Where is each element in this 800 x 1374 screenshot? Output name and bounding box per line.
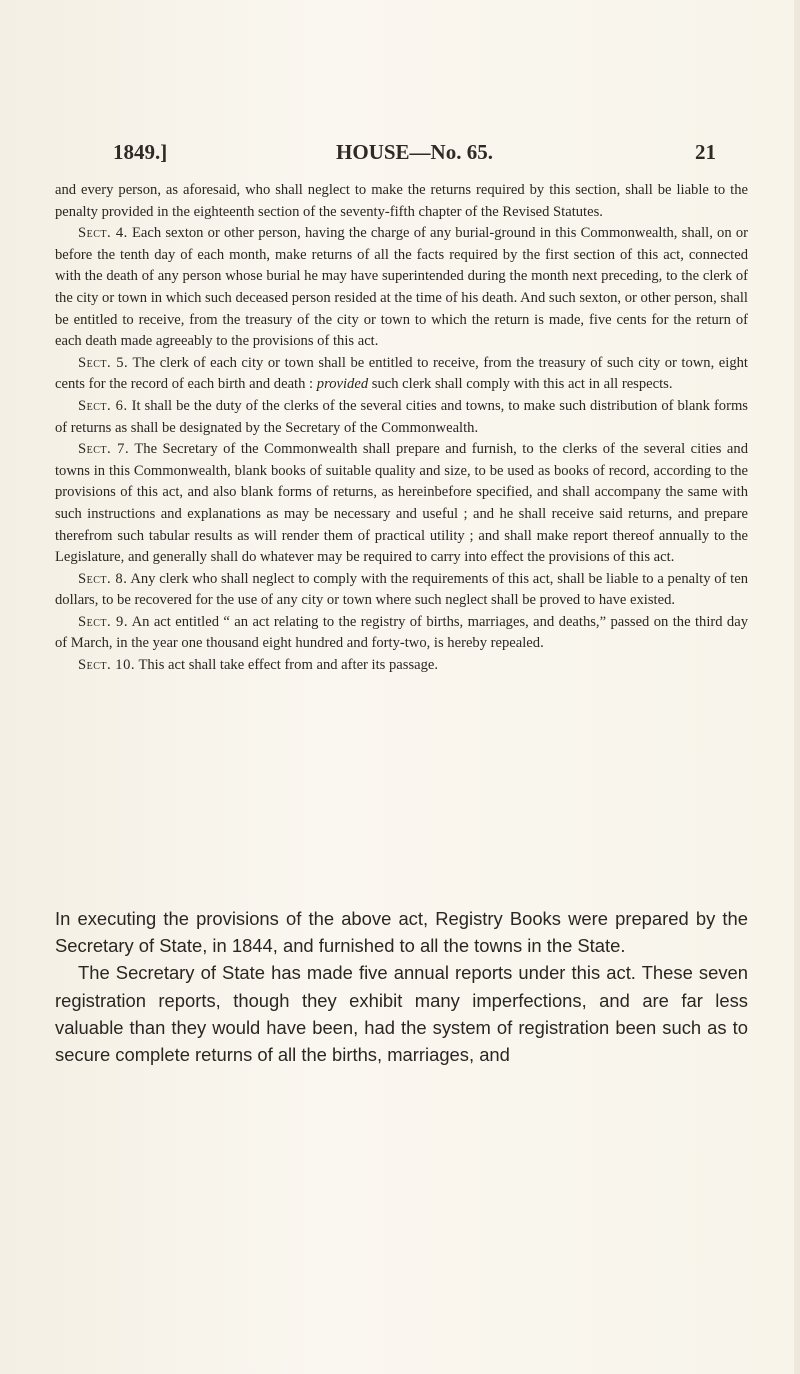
section-label: Sect. 7. — [78, 441, 130, 458]
section-8 — [55, 569, 748, 612]
emphasis-provided: provided — [316, 376, 369, 393]
section-label: Sect. 5. — [78, 354, 129, 371]
section-label: Sect. 9. — [78, 613, 128, 630]
section-text: This act shall take effect from and after its passage. — [138, 657, 439, 674]
running-header — [113, 140, 716, 170]
section-text: An act entitled “ an act relating to the registry of births, marriages, and deaths,” passed on the third day of March, in the year one thousand eight hundred and forty-two, is hereby repealed. — [55, 613, 749, 652]
section-text: The Secretary of the Commonwealth shall prepare and furnish, to the clerks of the several cities and towns in this Commonwealth, blank books of suitable quality and size, to be used as books of record, according to the provisions of this act, and also blank forms of returns, as hereinbefore specified, and shall accompany the same with such instructions and explanations as may be necessary and useful ; and he shall receive said returns, and prepare therefrom such tabular results as will render them of practical utility ; and shall make report thereof annually to the Legislature, and generally shall do whatever may be required to carry into effect the provisions of this act. — [55, 441, 749, 566]
section-4 — [55, 223, 748, 353]
intro-paragraph: and every person, as aforesaid, who shall neglect to make the returns required by this section, shall be liable to the penalty provided in the eighteenth section of the seventy-fifth chapter of the Revised Statutes. — [55, 182, 748, 220]
section-label: Sect. 8. — [78, 570, 128, 587]
commentary-text — [55, 905, 748, 1068]
header-page-number: 21 — [695, 140, 716, 164]
act-text — [55, 180, 748, 677]
section-9 — [55, 612, 748, 655]
section-7 — [55, 439, 748, 569]
section-label: Sect. 6. — [78, 397, 128, 414]
header-title: HOUSE—No. 65. — [336, 140, 493, 164]
section-text: Each sexton or other person, having the charge of any burial-ground in this Commonwealth, shall, on or before the tenth day of each month, make returns of all the facts required by the first section of this act, connected with the death of any person whose burial he may have superintended during the month next preceding, to the clerk of the city or town in which such deceased person resided at the time of his death. And such sexton, or other person, shall be entitled to receive, from the treasury of the city or town to which the return is made, five cents for the return of each death made agreeably to the provisions of this act. — [55, 225, 748, 350]
section-text: The clerk of each city or town shall be entitled to receive, from the treasury of such city or town, eight cents for the record of each birth and death : — [55, 354, 748, 393]
section-label: Sect. 10. — [78, 657, 136, 674]
section-10 — [55, 655, 748, 677]
section-5 — [55, 353, 748, 396]
commentary-paragraph-1: In executing the provisions of the above act, Registry Books were prepared by the Secretary of State, in 1844, and furnished to all the towns in the State. — [55, 908, 748, 957]
header-year: 1849.] — [113, 140, 168, 164]
section-text: Any clerk who shall neglect to comply with the requirements of this act, shall be liable to a penalty of ten dollars, to be recovered for the use of any city or town where such neglect shall be proved to have existed. — [55, 570, 749, 609]
page-edge-shadow — [794, 0, 800, 1374]
section-6 — [55, 396, 748, 439]
section-label: Sect. 4. — [78, 225, 128, 242]
section-text: It shall be the duty of the clerks of the several cities and towns, to make such distribution of blank forms of returns as shall be designated by the Secretary of the Commonwealth. — [55, 397, 748, 436]
section-text: such clerk shall comply with this act in all respects. — [371, 376, 673, 393]
commentary-paragraph-2: The Secretary of State has made five annual reports under this act. These seven registration reports, though they exhibit many imperfections, and are far less valuable than they would have been, had the system of registration been such as to secure complete returns of all the births, marriages, and — [55, 962, 748, 1066]
